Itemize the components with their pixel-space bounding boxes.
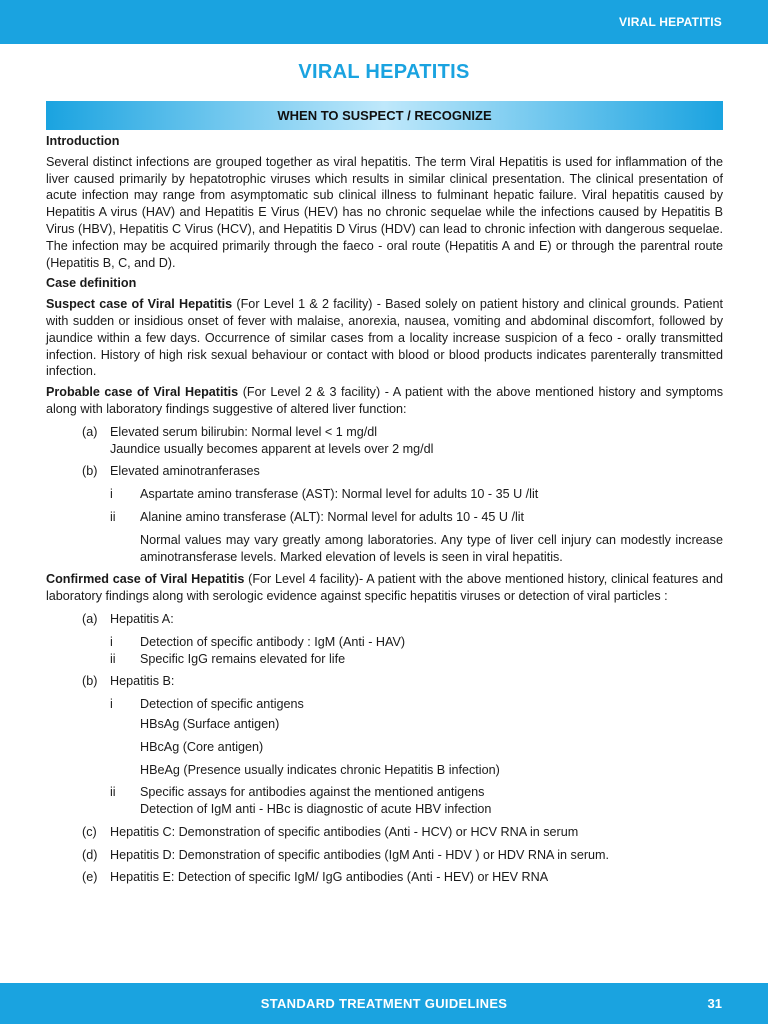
sub-list-text: Alanine amino transferase (ALT): Normal level for adults 10 - 45 U /lit (140, 509, 525, 524)
case-definition-heading: Case definition (46, 276, 137, 291)
sub-list-marker: ii (110, 785, 116, 800)
sub-list-marker: ii (110, 651, 116, 666)
list-item (46, 847, 723, 864)
sub-list-text: Aspartate amino transferase (AST): Normal level for adults 10 - 35 U /lit (140, 487, 539, 502)
suspect-case-text: (For Level 1 & 2 facility) - Based solely on patient history and clinical grounds. Patient with sudden or insidious onset of fever with malaise, anorexia, nausea, vomiting and abdominal discomfort, followed by jaundice within a few days. Occurrence of similar cases from a locality increase suspicion of a feco - orally transmitted infection. History of high risk sexual behaviour or contact with blood or blood products indicates parenterally transmitted infection. (46, 297, 723, 379)
sub-list-text: Specific IgG remains elevated for life (140, 651, 346, 666)
list-text (110, 424, 723, 458)
confirmed-case-text: (For Level 4 facility)- A patient with the above mentioned history, clinical features and laboratory findings along with serologic evidence against specific hepatitis viruses or detection of viral particles : (46, 572, 723, 604)
sub-list-marker: i (110, 634, 113, 649)
sub-list-marker: ii (110, 509, 116, 524)
antigen-hbsag: HBsAg (Surface antigen) (140, 716, 280, 731)
sub-list-marker: i (110, 487, 113, 502)
list-marker: (c) (82, 824, 97, 839)
list-line: Elevated serum bilirubin: Normal level < 1 mg/dl (110, 424, 378, 439)
sub-list-text: Detection of specific antibody : IgM (Anti - HAV) (140, 634, 406, 649)
antigen-hbcag: HBcAg (Core antigen) (140, 739, 264, 754)
list-item (46, 869, 723, 886)
list-marker: (b) (82, 464, 98, 479)
intro-paragraph: Several distinct infections are grouped together as viral hepatitis. The term Viral Hepatitis is used for inflammation of the liver caused primarily by hepatotrophic viruses which results in similar clinical presentation. The clinical presentation of acute infection may range from asymptomatic sub clinical illness to fulminant hepatic failure. Viral hepatitis caused by Hepatitis A virus (HAV) and Hepatitis E Virus (HEV) has no chronic sequelae while the infections caused by Hepatitis B Virus (HBV), Hepatitis C Virus (HCV), and Hepatitis D Virus (HDV) can lead to chronic infection with dangerous sequelae. The infection may be acquired primarily through the faeco - oral route (Hepatitis A and E) or through the parentral route (Hepatitis B, C, and D). (46, 154, 723, 270)
suspect-case-label: Suspect case of Viral Hepatitis (46, 297, 233, 312)
sub-list-text (140, 784, 723, 818)
footer-title: STANDARD TREATMENT GUIDELINES (260, 996, 508, 1011)
list-line: Jaundice usually becomes apparent at levels over 2 mg/dl (110, 441, 434, 456)
sub-list-item (46, 486, 723, 503)
confirmed-case-label: Confirmed case of Viral Hepatitis (46, 572, 245, 587)
list-marker: (e) (82, 870, 98, 885)
page-number: 31 (707, 996, 722, 1011)
list-item (46, 673, 723, 690)
probable-case-label: Probable case of Viral Hepatitis (46, 385, 239, 400)
sub-list-line: Detection of IgM anti - HBc is diagnostic of acute HBV infection (140, 802, 492, 817)
list-item (46, 611, 723, 628)
probable-case-paragraph (46, 384, 723, 418)
sub-list-item (46, 651, 723, 668)
header-section-label: VIRAL HEPATITIS (618, 15, 722, 29)
probable-case-text: (For Level 2 & 3 facility) - A patient with the above mentioned history and symptoms along with laboratory findings suggestive of altered liver function: (46, 385, 724, 416)
list-marker: (b) (82, 674, 98, 689)
list-text: Hepatitis D: Demonstration of specific antibodies (IgM Anti - HDV ) or HDV RNA in serum. (110, 847, 610, 862)
sub-list-marker: i (110, 697, 113, 712)
list-text: Elevated aminotranferases (110, 464, 260, 479)
list-marker: (d) (82, 847, 98, 862)
list-text: Hepatitis C: Demonstration of specific antibodies (Anti - HCV) or HCV RNA in serum (110, 824, 579, 839)
list-marker: (a) (82, 611, 98, 626)
header-bar (0, 0, 768, 44)
footer-bar (0, 983, 768, 1024)
sub-list-item (46, 784, 723, 818)
list-item (46, 824, 723, 841)
antigen-hbeag: HBeAg (Presence usually indicates chronic Hepatitis B infection) (140, 762, 500, 777)
confirmed-case-paragraph (46, 571, 723, 605)
list-marker: (a) (82, 424, 98, 439)
list-text: Hepatitis B: (110, 674, 175, 689)
lab-note: Normal values may vary greatly among laboratories. Any type of liver cell injury can modestly increase aminotransferase levels. Marked elevation of levels is seen in viral hepatitis. (140, 532, 723, 564)
list-item (46, 463, 723, 480)
suspect-case-paragraph (46, 296, 723, 380)
list-item (46, 424, 723, 458)
main-content (46, 133, 723, 889)
list-text: Hepatitis A: (110, 611, 174, 626)
page-title: VIRAL HEPATITIS (298, 61, 470, 83)
sub-list-item (46, 634, 723, 651)
section-banner: WHEN TO SUSPECT / RECOGNIZE (46, 101, 723, 130)
list-text: Hepatitis E: Detection of specific IgM/ IgG antibodies (Anti - HEV) or HEV RNA (110, 870, 549, 885)
sub-list-line: Specific assays for antibodies against the mentioned antigens (140, 785, 485, 800)
intro-heading: Introduction (46, 134, 120, 148)
sub-list-item (46, 696, 723, 713)
sub-list-item (46, 509, 723, 526)
sub-list-text: Detection of specific antigens (140, 697, 304, 712)
